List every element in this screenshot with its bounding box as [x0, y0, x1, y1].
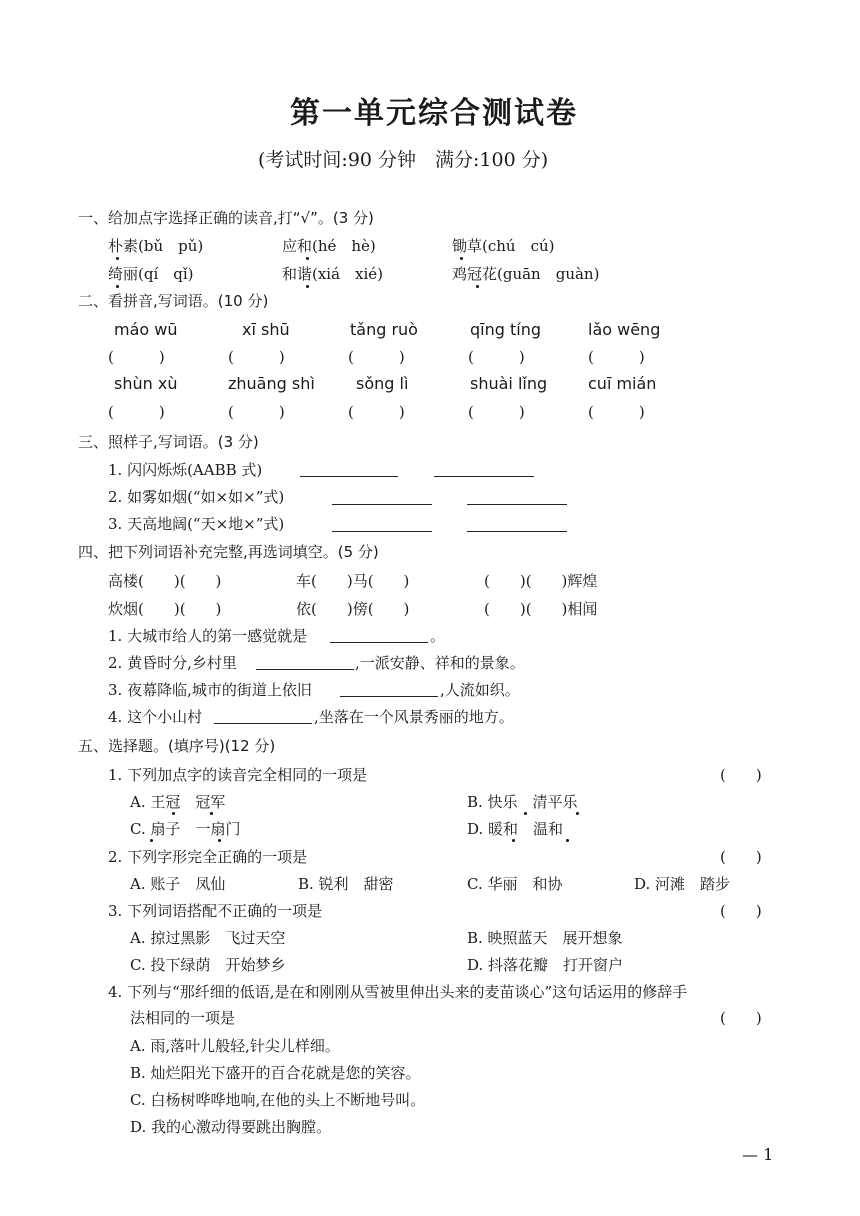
emphasis-dot [116, 285, 119, 288]
answer-line[interactable] [214, 723, 312, 724]
s3-item: 1. 闪闪烁烁(AABB 式) [108, 461, 263, 479]
emphasis-dot [150, 839, 153, 842]
emphasis-dot [576, 812, 579, 815]
mc-option: D. 抖落花瓣 打开窗户 [467, 956, 624, 974]
mc-question-stem: 2. 下列字形完全正确的一项是 [108, 848, 308, 866]
fill-question-end: ,人流如织。 [440, 681, 520, 699]
emphasis-dot [210, 812, 213, 815]
s1-item: 绮丽(qí qǐ) [108, 265, 194, 283]
pinyin-item: máo wū [114, 320, 178, 339]
s1-item: 朴素(bǔ pǔ) [108, 237, 204, 255]
answer-blank[interactable]: ( ) [348, 348, 405, 366]
mc-option: C. 扇子 一扇门 [130, 820, 241, 838]
emphasis-dot [218, 839, 221, 842]
fill-question-end: ,一派安静、祥和的景象。 [355, 654, 525, 672]
pinyin-item: qīng tíng [470, 320, 541, 339]
pinyin-item: sǒng lì [356, 374, 409, 393]
mc-option: B. 锐利 甜密 [298, 875, 394, 893]
pinyin-item: shùn xù [114, 374, 178, 393]
mc-option: A. 雨,落叶儿般轻,针尖儿样细。 [130, 1037, 340, 1055]
mc-option: C. 白杨树哗哗地响,在他的头上不断地号叫。 [130, 1091, 426, 1109]
emphasis-dot [524, 812, 527, 815]
mc-option: D. 河滩 踏步 [634, 875, 731, 893]
mc-option: A. 掠过黑影 飞过天空 [130, 929, 286, 947]
page-title: 第一单元综合测试卷 [290, 96, 578, 131]
emphasis-dot [306, 285, 309, 288]
section-1-heading: 一、给加点字选择正确的读音,打“√”。(3 分) [78, 209, 374, 227]
fill-question: 1. 大城市给人的第一感觉就是 [108, 627, 308, 645]
pinyin-item: cuī mián [588, 374, 657, 393]
s4-word: 依( )傍( ) [296, 600, 410, 618]
answer-blank[interactable]: ( ) [228, 403, 285, 421]
mc-option: B. 快乐 清平乐 [467, 793, 578, 811]
section-4-heading: 四、把下列词语补充完整,再选词填空。(5 分) [78, 543, 379, 561]
s3-item: 3. 天高地阔(“天×地×”式) [108, 515, 285, 533]
emphasis-dot [566, 839, 569, 842]
page-number: — 1 [742, 1145, 774, 1164]
s1-item: 锄草(chú cú) [452, 237, 555, 255]
mc-answer-blank[interactable]: ( ) [720, 848, 762, 866]
pinyin-item: xī shū [242, 320, 290, 339]
fill-question: 4. 这个小山村 [108, 708, 203, 726]
fill-question-end: 。 [430, 627, 446, 645]
s3-item: 2. 如雾如烟(“如×如×”式) [108, 488, 285, 506]
emphasis-dot [512, 839, 515, 842]
fill-question-end: ,坐落在一个风景秀丽的地方。 [314, 708, 514, 726]
s4-word: 高楼( )( ) [108, 572, 222, 590]
answer-blank[interactable]: ( ) [108, 348, 165, 366]
s1-item: 应和(hé hè) [282, 237, 376, 255]
answer-line[interactable] [332, 531, 432, 532]
mc-option: D. 暖和 温和 [467, 820, 564, 838]
answer-line[interactable] [467, 504, 567, 505]
answer-blank[interactable]: ( ) [228, 348, 285, 366]
fill-question: 3. 夜幕降临,城市的街道上依旧 [108, 681, 312, 699]
answer-blank[interactable]: ( ) [348, 403, 405, 421]
mc-answer-blank[interactable]: ( ) [720, 1009, 762, 1027]
answer-line[interactable] [340, 696, 438, 697]
mc-option: A. 王冠 冠军 [130, 793, 226, 811]
section-5-heading: 五、选择题。(填序号)(12 分) [78, 737, 276, 755]
answer-line[interactable] [332, 504, 432, 505]
answer-blank[interactable]: ( ) [468, 348, 525, 366]
fill-question: 2. 黄昏时分,乡村里 [108, 654, 237, 672]
answer-line[interactable] [434, 476, 534, 477]
pinyin-item: lǎo wēng [588, 320, 661, 339]
s4-word: ( )( )辉煌 [484, 572, 598, 590]
exam-info: (考试时间:90 分钟 满分:100 分) [258, 149, 549, 171]
answer-line[interactable] [300, 476, 398, 477]
mc-question-stem-cont: 法相同的一项是 [130, 1009, 236, 1027]
mc-option: D. 我的心激动得要跳出胸膛。 [130, 1118, 332, 1136]
answer-blank[interactable]: ( ) [588, 348, 645, 366]
mc-answer-blank[interactable]: ( ) [720, 902, 762, 920]
mc-question-stem: 4. 下列与“那纤细的低语,是在和刚刚从雪被里伸出头来的麦苗谈心”这句话运用的修辞手 [108, 983, 688, 1001]
s1-item: 鸡冠花(guān guàn) [452, 265, 600, 283]
emphasis-dot [460, 257, 463, 260]
s4-word: 炊烟( )( ) [108, 600, 222, 618]
answer-line[interactable] [330, 642, 428, 643]
pinyin-item: zhuāng shì [228, 374, 315, 393]
answer-line[interactable] [256, 669, 354, 670]
mc-question-stem: 3. 下列词语搭配不正确的一项是 [108, 902, 323, 920]
mc-option: A. 账子 凤仙 [130, 875, 226, 893]
pinyin-item: shuài lǐng [470, 374, 548, 393]
emphasis-dot [116, 257, 119, 260]
emphasis-dot [306, 257, 309, 260]
mc-option: B. 灿烂阳光下盛开的百合花就是您的笑容。 [130, 1064, 421, 1082]
answer-blank[interactable]: ( ) [588, 403, 645, 421]
mc-option: B. 映照蓝天 展开想象 [467, 929, 623, 947]
emphasis-dot [172, 812, 175, 815]
mc-answer-blank[interactable]: ( ) [720, 766, 762, 784]
mc-option: C. 华丽 和协 [467, 875, 563, 893]
answer-line[interactable] [467, 531, 567, 532]
s4-word: 车( )马( ) [296, 572, 410, 590]
section-2-heading: 二、看拼音,写词语。(10 分) [78, 292, 269, 310]
mc-option: C. 投下绿荫 开始梦乡 [130, 956, 286, 974]
answer-blank[interactable]: ( ) [108, 403, 165, 421]
answer-blank[interactable]: ( ) [468, 403, 525, 421]
s4-word: ( )( )相闻 [484, 600, 598, 618]
emphasis-dot [476, 285, 479, 288]
s1-item: 和谐(xiá xié) [282, 265, 384, 283]
mc-question-stem: 1. 下列加点字的读音完全相同的一项是 [108, 766, 368, 784]
pinyin-item: tǎng ruò [350, 320, 418, 339]
section-3-heading: 三、照样子,写词语。(3 分) [78, 433, 259, 451]
